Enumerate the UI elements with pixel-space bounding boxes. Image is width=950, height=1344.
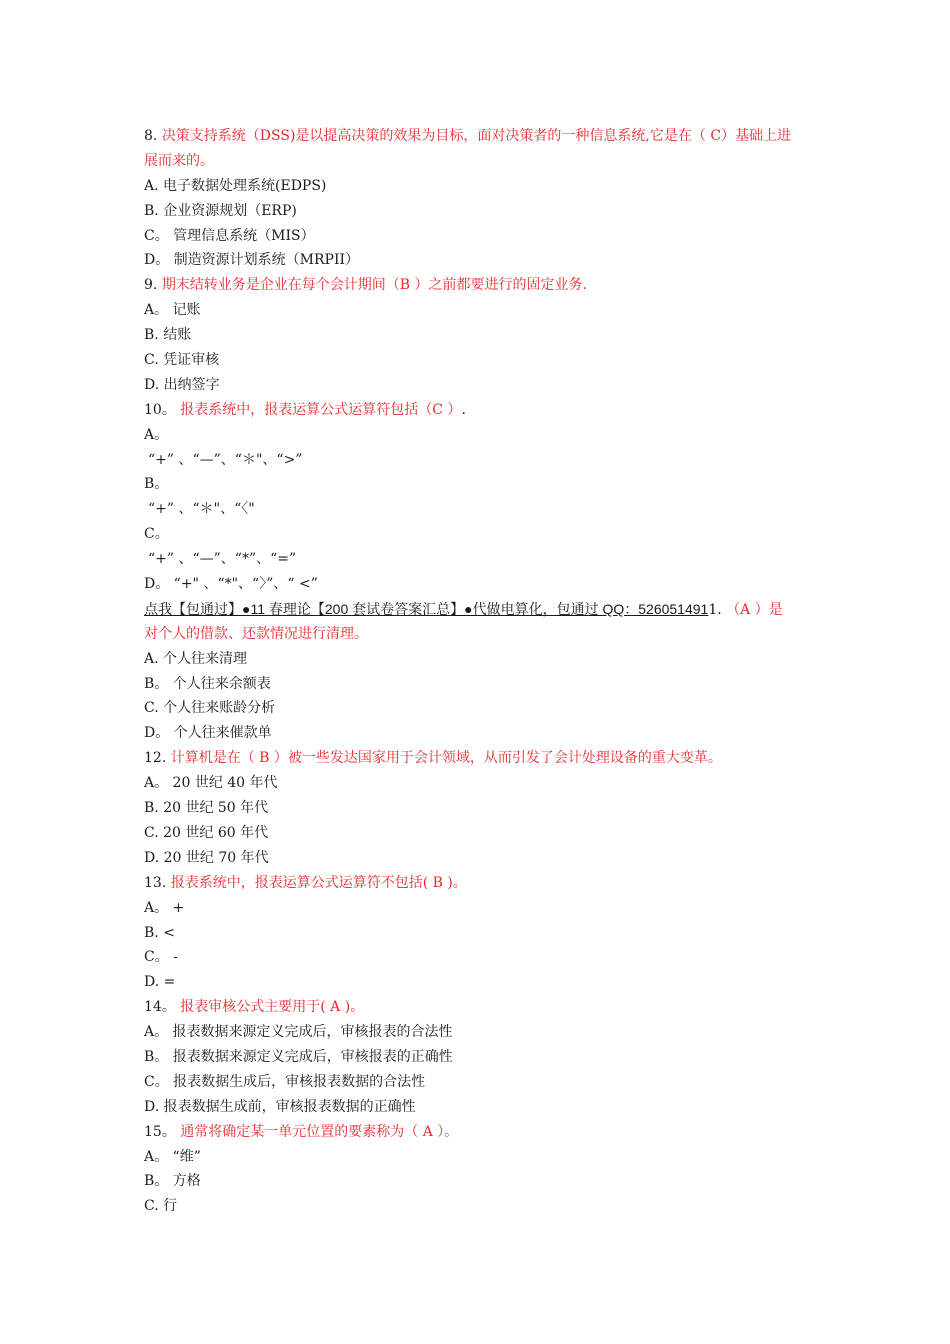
question-text: 决策支持系统（DSS)是以提高决策的效果为目标，面对决策者的一种信息系统,它是在（ C）基础上进 xyxy=(161,128,792,144)
option-c: C。 xyxy=(144,526,169,543)
option-b: B. 20 世纪 50 年代 xyxy=(144,800,269,817)
option-c-symbols: “+” 、“—”、“*”、“=” xyxy=(148,551,297,568)
option-d: D. = xyxy=(144,974,176,991)
question-13-stem xyxy=(144,871,814,896)
option-c: C. 个人往来账龄分析 xyxy=(144,700,276,717)
option-c: C。 管理信息系统（MIS） xyxy=(144,227,315,244)
question-10-stem xyxy=(144,398,814,423)
option-c: C。 - xyxy=(144,949,178,966)
question-12-stem xyxy=(144,746,814,771)
question-text: 通常将确定某一单元位置的要素称为（ A ）。 xyxy=(180,1123,459,1140)
question-number: 12. xyxy=(144,750,171,767)
option-d: D. 出纳签字 xyxy=(144,376,220,393)
option-b-symbols: “+” 、“＊"、“〈" xyxy=(148,501,255,518)
option-a: A. 个人往来清理 xyxy=(144,650,248,667)
option-c: C. 凭证审核 xyxy=(144,352,220,369)
question-8-stem xyxy=(144,124,814,149)
option-a: A。 报表数据来源定义完成后，审核报表的合法性 xyxy=(144,1024,453,1041)
option-d: D. 报表数据生成前，审核报表数据的正确性 xyxy=(144,1098,416,1115)
option-b: B. < xyxy=(144,924,175,941)
question-11-stem-cont: 对个人的借款、还款情况进行清理。 xyxy=(144,625,368,642)
option-b: B。 方格 xyxy=(144,1173,201,1190)
question-text: 报表审核公式主要用于( A )。 xyxy=(180,999,365,1016)
option-a: A。 记账 xyxy=(144,302,201,319)
document-page xyxy=(144,124,814,1219)
question-15-stem xyxy=(144,1120,814,1145)
option-a: A。 20 世纪 40 年代 xyxy=(144,775,278,792)
option-b: B。 xyxy=(144,476,169,493)
option-a-symbols: “+” 、“—”、“＊"、“>” xyxy=(148,451,303,468)
option-a: A. 电子数据处理系统(EDPS) xyxy=(144,177,327,194)
question-number: 10。 xyxy=(144,401,181,418)
question-number: 1. xyxy=(708,601,727,618)
option-d: D。 制造资源计划系统（MRPII） xyxy=(144,252,360,269)
question-stem-end: . xyxy=(461,401,466,418)
question-text: 报表系统中，报表运算公式运算符不包括( B )。 xyxy=(170,874,467,891)
option-b: B。 个人往来余额表 xyxy=(144,675,271,692)
option-d: D。 “+" 、“*"、“〉”、“ <” xyxy=(144,576,318,593)
question-text: 期末结转业务是企业在每个会计期间（B ）之前都要进行的固定业务. xyxy=(161,277,587,294)
option-c: C. 20 世纪 60 年代 xyxy=(144,824,269,841)
question-number: 9. xyxy=(144,277,162,294)
option-b: B. 结账 xyxy=(144,327,192,344)
question-9-stem xyxy=(144,273,814,298)
option-a: A。 xyxy=(144,426,169,443)
question-number: 15。 xyxy=(144,1123,181,1140)
option-b: B. 企业资源规划（ERP) xyxy=(144,202,297,219)
question-number: 8. xyxy=(144,128,162,144)
question-text: 报表系统中，报表运算公式运算符包括（C ） xyxy=(180,401,462,418)
option-d: D。 个人往来催款单 xyxy=(144,725,272,742)
question-8-stem-cont: 展而来的。 xyxy=(144,152,214,169)
question-11-stem xyxy=(144,597,814,622)
option-b: B。 报表数据来源定义完成后，审核报表的正确性 xyxy=(144,1048,453,1065)
option-c: C。 报表数据生成后，审核报表数据的合法性 xyxy=(144,1073,426,1090)
option-a: A。 + xyxy=(144,899,185,916)
question-text: （A ）是 xyxy=(726,601,783,618)
ad-link[interactable]: 点我【包通过】●11 春理论【200 套试卷答案汇总】●代做电算化，包通过 QQ：526051491 xyxy=(144,600,709,617)
option-c: C. 行 xyxy=(144,1198,178,1215)
question-text: 计算机是在（ B ）被一些发达国家用于会计领域，从而引发了会计处理设备的重大变革。 xyxy=(170,750,722,767)
option-a: A。 “维” xyxy=(144,1148,201,1165)
question-14-stem xyxy=(144,995,814,1020)
question-number: 14。 xyxy=(144,999,181,1016)
option-d: D. 20 世纪 70 年代 xyxy=(144,849,269,866)
question-number: 13. xyxy=(144,874,171,891)
